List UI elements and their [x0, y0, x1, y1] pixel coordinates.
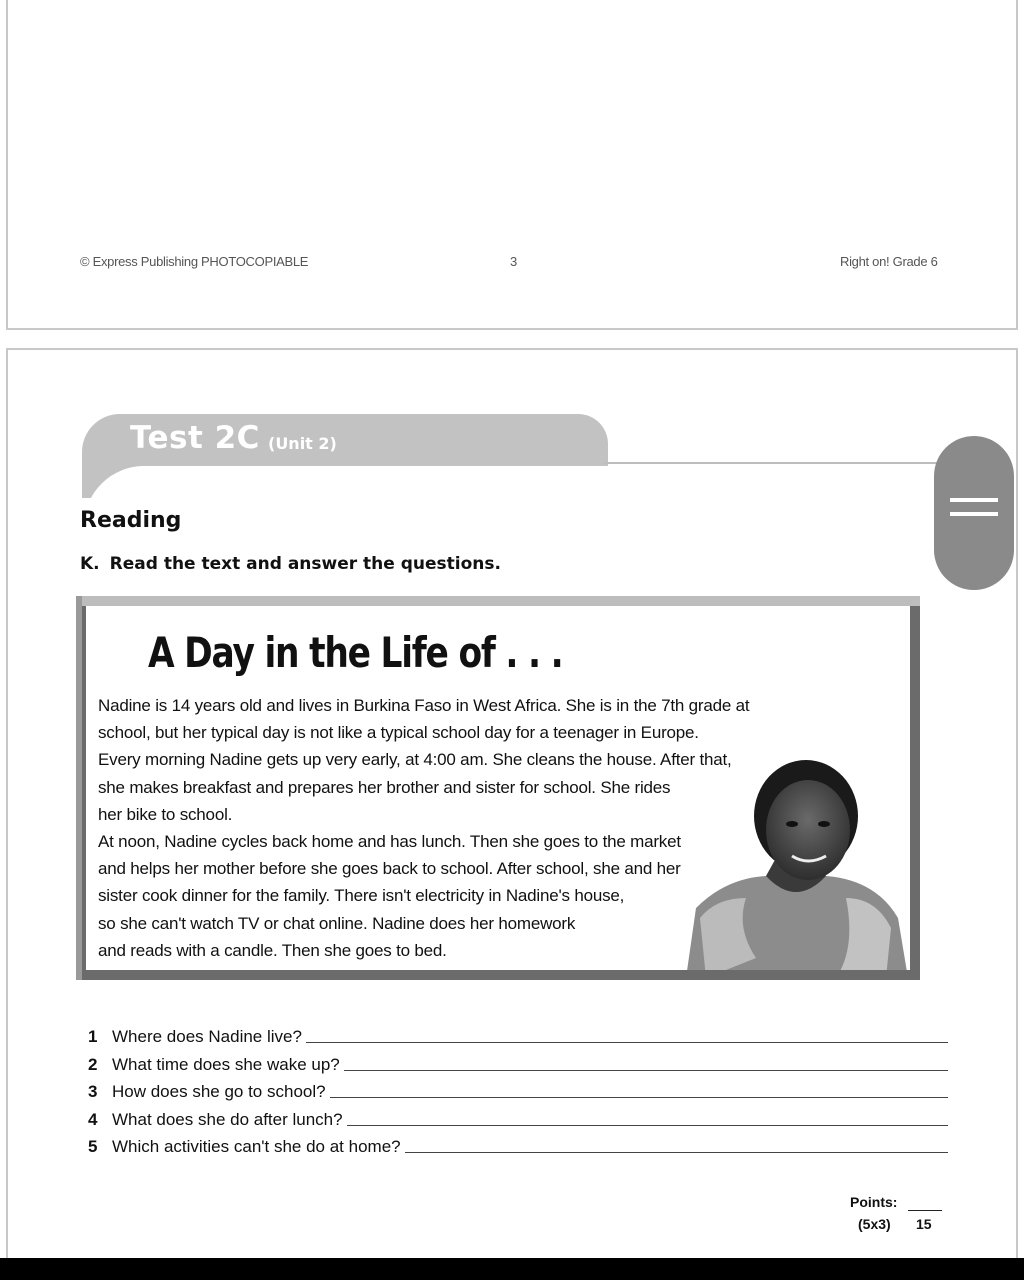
question-number: 3 [88, 1082, 98, 1102]
points-total: 15 [916, 1216, 932, 1232]
text-line: At noon, Nadine cycles back home and has lunch. Then she goes to the market [98, 832, 681, 851]
text-line: her bike to school. [98, 804, 233, 824]
tab-bar [950, 498, 998, 502]
page-number: 3 [510, 254, 517, 269]
reading-paragraph-2 [98, 828, 681, 964]
equals-tab-icon [934, 436, 1014, 590]
text-line: Every morning Nadine gets up very early, at 4:00 am. She cleans the house. After that, [98, 750, 732, 770]
reading-title: A Day in the Life of . . . [148, 628, 563, 677]
copyright-footer: © Express Publishing PHOTOCOPIABLE [80, 254, 309, 269]
question-text: Which activities can't she do at home? [112, 1136, 401, 1156]
text-line: so she can't watch TV or chat online. Nadine does her homework [98, 913, 576, 933]
question-row [88, 1102, 948, 1129]
test-title: Test 2C [130, 420, 260, 456]
text-line: sister cook dinner for the family. There isn't electricity in Nadine's house, [98, 886, 625, 906]
question-row [88, 1130, 948, 1157]
reading-text-inner [86, 606, 910, 970]
points-label: Points: [850, 1194, 898, 1210]
question-text: What does she do after lunch? [112, 1109, 343, 1129]
question-text: Where does Nadine live? [112, 1027, 302, 1047]
question-text: What time does she wake up? [112, 1054, 340, 1074]
task-instruction-text: Read the text and answer the questions. [109, 554, 501, 574]
header-rule [604, 462, 944, 464]
answer-line[interactable] [347, 1125, 948, 1126]
reading-paragraph-1 [98, 692, 749, 828]
question-row [88, 1020, 948, 1047]
question-row [88, 1075, 948, 1102]
text-line: Nadine is 14 years old and lives in Burkina Faso in West Africa. She is in the 7th grade at [98, 696, 750, 715]
portrait-photo [686, 758, 910, 970]
points-formula: (5x3) [858, 1216, 891, 1232]
tab-bar [950, 512, 998, 516]
reading-text-box [76, 596, 920, 980]
answer-line[interactable] [330, 1097, 948, 1098]
book-title-footer: Right on! Grade 6 [840, 254, 938, 269]
question-row [88, 1047, 948, 1074]
question-number: 4 [88, 1109, 98, 1129]
question-number: 5 [88, 1136, 98, 1156]
text-line: and helps her mother before she goes back to school. After school, she and her [98, 859, 681, 879]
text-line: she makes breakfast and prepares her brother and sister for school. She rides [98, 777, 671, 797]
task-letter: K. [80, 554, 100, 574]
question-number: 2 [88, 1054, 98, 1074]
face [766, 780, 850, 880]
screen-bottom-bar [0, 1258, 1024, 1280]
frame-shade [76, 596, 920, 606]
question-list [88, 1020, 948, 1157]
question-text: How does she go to school? [112, 1082, 326, 1102]
text-line: school, but her typical day is not like a typical school day for a teenager in Europe. [98, 723, 699, 743]
text-line: and reads with a candle. Then she goes to bed. [98, 940, 447, 960]
previous-page [6, 0, 1018, 330]
frame-shade [76, 596, 82, 980]
answer-line[interactable] [405, 1152, 948, 1153]
test-unit: (Unit 2) [268, 434, 337, 453]
section-heading: Reading [80, 508, 182, 533]
test-page [6, 348, 1018, 1278]
task-instruction [80, 554, 501, 574]
answer-line[interactable] [344, 1070, 948, 1071]
question-number: 1 [88, 1027, 98, 1047]
points-score-line[interactable] [908, 1210, 942, 1211]
answer-line[interactable] [306, 1042, 948, 1043]
